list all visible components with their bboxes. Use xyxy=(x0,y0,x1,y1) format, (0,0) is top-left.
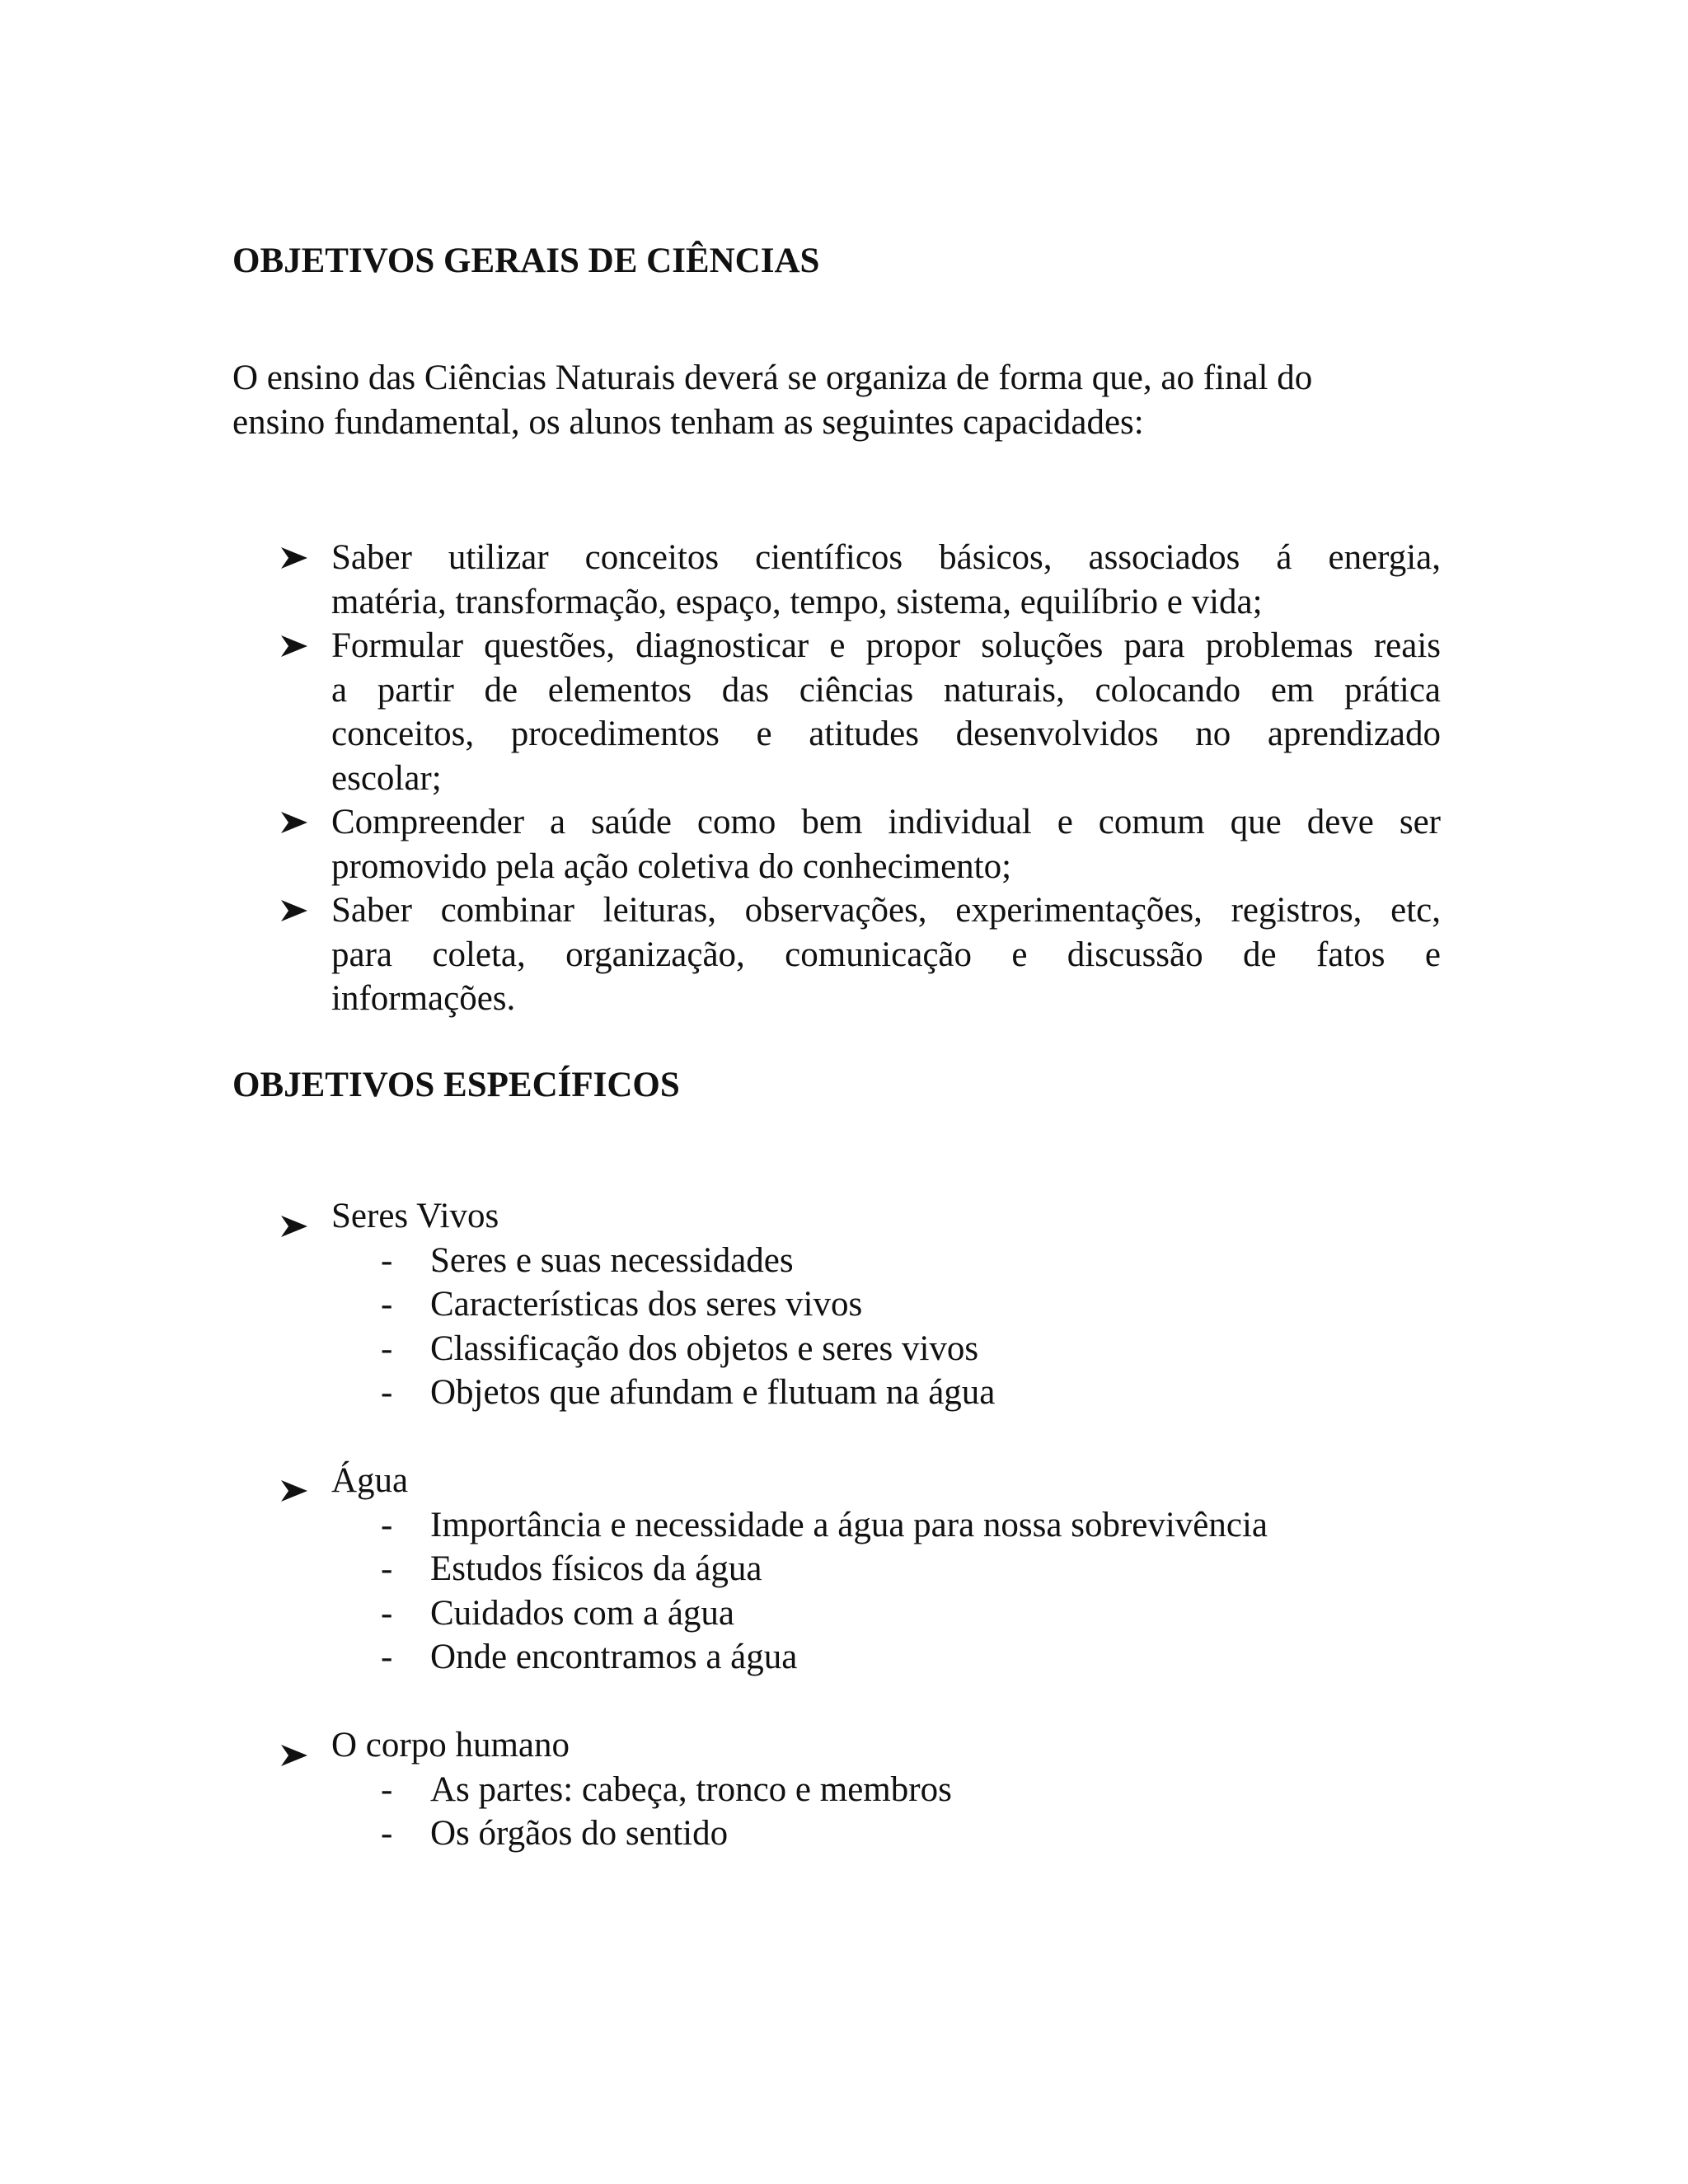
dash-marker: - xyxy=(381,1593,393,1633)
topic-title-text: Água xyxy=(331,1461,409,1500)
arrow-bullet-icon xyxy=(280,546,308,569)
topic-item-text: Importância e necessidade a água para nossa sobrevivência xyxy=(430,1505,1268,1544)
objective-text-line: a partir de elementos das ciências naturais, colocando em prática xyxy=(331,670,1441,710)
topic-item xyxy=(280,1768,952,1812)
topic-item-text: Classificação dos objetos e seres vivos xyxy=(430,1329,979,1368)
arrow-bullet-icon xyxy=(280,1734,308,1757)
topic-item-text: Características dos seres vivos xyxy=(430,1285,863,1324)
topic-title xyxy=(280,1459,1268,1503)
dash-marker: - xyxy=(381,1814,393,1853)
arrow-bullet-icon xyxy=(280,1469,308,1493)
intro-paragraph xyxy=(232,356,1312,445)
heading-general-objectives: OBJETIVOS GERAIS DE CIÊNCIAS xyxy=(232,241,820,280)
heading-specific-objectives: OBJETIVOS ESPECÍFICOS xyxy=(232,1066,680,1104)
objective-text-line: para coleta, organização, comunicação e discussão de fatos e xyxy=(331,935,1441,974)
objective-text-line: promovido pela ação coletiva do conhecimento; xyxy=(331,846,1012,886)
topic-item xyxy=(280,1282,995,1327)
general-objective-item xyxy=(280,800,1441,888)
topic-item-text: Objetos que afundam e flutuam na água xyxy=(430,1373,996,1412)
dash-marker: - xyxy=(381,1505,393,1544)
topic-seres-vivos xyxy=(280,1194,995,1415)
topic-item xyxy=(280,1327,995,1371)
topic-item-text: Cuidados com a água xyxy=(430,1593,734,1633)
topic-item xyxy=(280,1811,952,1856)
topic-item xyxy=(280,1503,1268,1548)
topic-title-text: Seres Vivos xyxy=(331,1197,499,1235)
general-objectives-list xyxy=(280,536,1441,1021)
topic-item xyxy=(280,1371,995,1415)
objective-text-line: conceitos, procedimentos e atitudes desenvolvidos no aprendizado xyxy=(331,715,1441,753)
dash-marker: - xyxy=(381,1373,393,1412)
objective-text-line: Saber utilizar conceitos científicos básicos, associados á energia, xyxy=(331,538,1441,577)
topic-title-text: O corpo humano xyxy=(331,1726,570,1765)
dash-marker: - xyxy=(381,1549,393,1588)
topic-item-text: As partes: cabeça, tronco e membros xyxy=(430,1769,952,1809)
objective-text-line: escolar; xyxy=(331,758,442,798)
dash-marker: - xyxy=(381,1638,393,1676)
topic-item-text: Onde encontramos a água xyxy=(430,1638,798,1676)
topic-title xyxy=(280,1723,952,1768)
general-objective-item xyxy=(280,624,1441,800)
dash-marker: - xyxy=(381,1329,393,1368)
topic-item xyxy=(280,1547,1268,1591)
intro-line: O ensino das Ciências Naturais deverá se organiza de forma que, ao final do xyxy=(232,359,1313,397)
topic-items-list xyxy=(280,1768,952,1856)
general-objective-item xyxy=(280,536,1441,624)
dash-marker: - xyxy=(381,1240,393,1280)
arrow-bullet-icon xyxy=(280,899,308,922)
arrow-bullet-icon xyxy=(280,635,308,658)
topic-items-list xyxy=(280,1503,1268,1680)
objective-text-line: Compreender a saúde como bem individual e comum que deve ser xyxy=(331,803,1441,841)
topic-item-text: Os órgãos do sentido xyxy=(430,1814,729,1853)
objective-text-line: Saber combinar leituras, observações, experimentações, registros, etc, xyxy=(331,891,1441,930)
objective-text-line: matéria, transformação, espaço, tempo, sistema, equilíbrio e vida; xyxy=(331,582,1263,621)
arrow-bullet-icon xyxy=(280,811,308,834)
topic-corpo-humano xyxy=(280,1723,952,1856)
topic-item xyxy=(280,1635,1268,1680)
topic-item xyxy=(280,1239,995,1283)
topic-item xyxy=(280,1591,1268,1636)
objective-text-line: informações. xyxy=(331,979,516,1018)
topic-item-text: Estudos físicos da água xyxy=(430,1549,762,1588)
dash-marker: - xyxy=(381,1769,393,1809)
topic-title xyxy=(280,1194,995,1239)
arrow-bullet-icon xyxy=(280,1205,308,1228)
topic-items-list xyxy=(280,1239,995,1415)
general-objective-item xyxy=(280,888,1441,1021)
topic-item-text: Seres e suas necessidades xyxy=(430,1240,794,1280)
intro-line: ensino fundamental, os alunos tenham as seguintes capacidades: xyxy=(232,403,1144,442)
topic-agua xyxy=(280,1459,1268,1680)
dash-marker: - xyxy=(381,1285,393,1324)
objective-text-line: Formular questões, diagnosticar e propor soluções para problemas reais xyxy=(331,626,1441,665)
